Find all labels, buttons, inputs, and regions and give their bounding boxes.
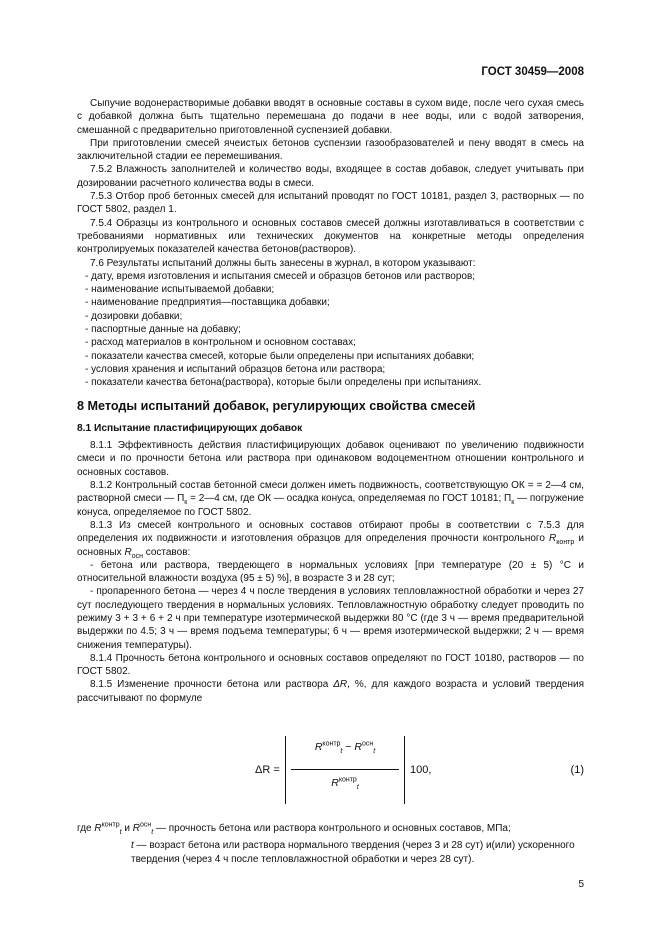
- paragraph-cellular-concrete: При приготовлении смесей ячеистых бетонов суспензии газообразователей и пену вводят в смесь на заключительной стадии ее перемешивания.: [77, 137, 584, 163]
- formula-abs-bar-right: [404, 736, 405, 804]
- legend-row-t: t — возраст бетона или раствора нормального твердения (через 3 и 28 сут) и(или) ускоренного твердения (через 4 ч после тепловлажностной обработки и через 28 сут).: [131, 840, 575, 865]
- paragraph-8-1-4: 8.1.4 Прочность бетона контрольного и основных составов определяют по ГОСТ 10180, растворов — по ГОСТ 5802.: [77, 652, 584, 678]
- list-item: - условия хранения и испытаний образцов бетона или раствора;: [85, 363, 386, 375]
- list-item: - паспортные данные на добавку;: [85, 324, 241, 336]
- paragraph-8-1-1: 8.1.1 Эффективность действия пластифицирующих добавок оценивают по увеличению подвижности смеси и по прочности бетона или раствора при одинаковом водоцементном отношении контрольного и основных составов.: [77, 440, 584, 478]
- list-item: - дату, время изготовления и испытания смесей и образцов бетонов или растворов;: [85, 270, 476, 282]
- formula-legend: [77, 822, 584, 866]
- paragraph-7-5-2: 7.5.2 Влажность заполнителей и количество воды, входящее в состав добавок, следует учитывать при дозировании расчетного количества воды в смеси.: [77, 164, 584, 189]
- formula-numerator: $R^{контр}_t - R^{осн}_t$: [314, 740, 376, 756]
- list-item-normal-hardening: - бетона или раствора, твердеющего в нормальных условиях [при температуре (20 ± 5) °С и относительной влажности воздуха (95 ± 5) %], в возрасте 3 и 28 сут;: [77, 559, 584, 585]
- paragraph-8-1-3: 8.1.3 Из смесей контрольного и основных составов отбирают пробы в соответствии с 7.5.3 для определения их подвижности и изготовления образцов для определения прочности контрольного $R_{контр}$ и основных $R_{осн}$ составов:: [77, 519, 584, 560]
- formula-factor: 100,: [410, 764, 432, 776]
- paragraph-8-1-2: 8.1.2 Контрольный состав бетонной смеси должен иметь подвижность, соответствующую ОК = = 2—4 см, растворной смеси — $П_к$ = 2—4 см, где ОК — осадка конуса, определяемая по ГОСТ 10181; $П_к$ — погружение конуса, определяемое по ГОСТ 5802.: [77, 480, 584, 518]
- section-8-1-heading: 8.1 Испытание пластифицирующих добавок: [77, 422, 303, 434]
- paragraph-7-5-4: 7.5.4 Образцы из контрольного и основных составов смесей должны изготавливаться в соответствии с требованиями нормативных или технических документов на конкретные методы определения контролируемых показателей качества бетонов(растворов).: [77, 217, 584, 256]
- formula-abs-bar-left: [285, 736, 286, 804]
- section-8-heading: 8 Методы испытаний добавок, регулирующих свойства смесей: [77, 398, 476, 413]
- formula-denominator: $R^{контр}_t$: [331, 776, 359, 792]
- page-number: 5: [578, 879, 584, 890]
- formula-fraction-line: [291, 769, 399, 770]
- list-item: - наименование предприятия—поставщика добавки;: [85, 297, 330, 309]
- journal-list: [77, 270, 584, 390]
- list-item: - показатели качества бетона(раствора), которые были определены при испытаниях.: [85, 377, 482, 389]
- formula-1: [77, 736, 584, 804]
- formula-lhs: ΔR =: [255, 764, 280, 776]
- document-body: [77, 97, 584, 705]
- paragraph-7-5-3: 7.5.3 Отбор проб бетонных смесей для испытаний проводят по ГОСТ 10181, раздел 3, растворных — по ГОСТ 5802, раздел 1.: [77, 191, 584, 216]
- paragraph-8-1-5: 8.1.5 Изменение прочности бетона или раствора ΔR, %, для каждого возраста и условий твердения рассчитывают по формуле: [77, 679, 584, 704]
- list-item: - расход материалов в контрольном и основном составах;: [85, 337, 356, 349]
- list-item: - наименование испытываемой добавки;: [85, 284, 275, 296]
- list-item-steamed-concrete: - пропаренного бетона — через 4 ч после твердения в условиях тепловлажностной обработки и через 27 сут последующего твердения в нормальных условиях. Тепловлажностную обработку следует проводить по режиму 3 + 3 + 6 + 2 ч при температуре изотермической выдержки 80 °С (где 3 ч — время предварительной выдержки по 4.5; 3 ч — время подъема температуры; 6 ч — время изотермической выдержки; 2 ч — время снижения температуры).: [77, 586, 584, 651]
- paragraph-dry-additives: Сыпучие водонерастворимые добавки вводят в основные составы в сухом виде, после чего сухая смесь с добавкой должна быть тщательно перемешана до подачи в нее воды, или с водой затворения, смешанной с предварительно приготовленной суспензией добавки.: [77, 98, 584, 136]
- list-item: - показатели качества смесей, которые были определены при испытаниях добавки;: [85, 350, 475, 362]
- list-item: - дозировки добавки;: [85, 310, 183, 322]
- page-header-standard: ГОСТ 30459—2008: [481, 66, 584, 78]
- legend-row-r: где $R^{контр}_t$ и $R^{осн}_t$ — прочность бетона или раствора контрольного и основных составов, МПа;: [77, 821, 511, 836]
- paragraph-7-6: 7.6 Результаты испытаний должны быть занесены в журнал, в котором указывают:: [90, 257, 476, 269]
- formula-number: (1): [570, 764, 584, 776]
